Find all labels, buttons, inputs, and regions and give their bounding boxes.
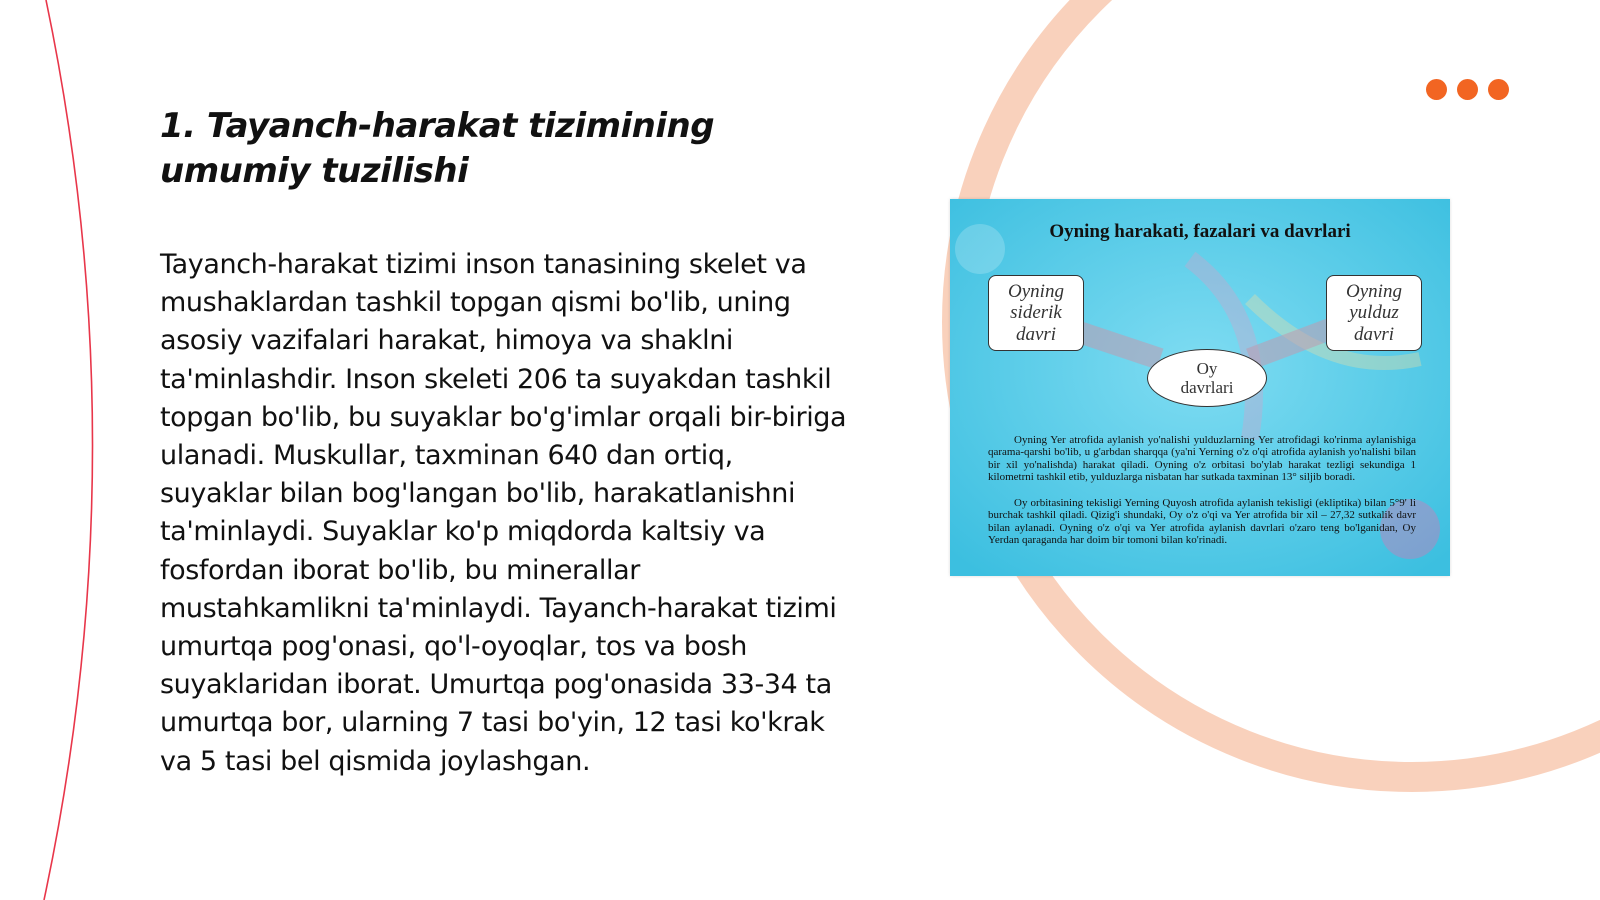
red-arc-line	[44, 0, 93, 900]
body-text: Tayanch-harakat tizimi inson tanasining skelet va mushaklardan tashkil topgan qismi bo'lib, uning asosiy vazifalari harakat, himoya va shaklni ta'minlashdir. Inson skeleti 206 ta suyakdan tashkil topgan bo'lib, bu suyaklar bo'g'imlar orqali bir-biriga ulanadi. Muskullar, taxminan 640 dan ortiq, suyaklar bilan bog'langan bo'lib, harakatlanishni ta'minlaydi. Suyaklar ko'p miqdorda kaltsiy va fosfordan iborat bo'lib, bu minerallar mustahkamlikni ta'minlaydi. Tayanch-harakat tizimi umurtqa pog'onasi, qo'l-oyoqlar, tos va bosh suyaklaridan iborat. Umurtqa pog'onasida 33-34 ta umurtqa bor, ularning 7 tasi bo'yin, 12 tasi ko'krak va 5 tasi bel qismida joylashgan.	[160, 249, 847, 777]
dot-1	[1426, 79, 1447, 100]
box-siderik	[988, 275, 1084, 351]
dot-3	[1488, 79, 1509, 100]
box-yulduz-label: Oyning yulduz davri	[1346, 280, 1402, 345]
slide-title: Oyning harakati, fazalari va davrlari	[1049, 221, 1351, 242]
embedded-slide-image	[950, 199, 1450, 576]
dot-2	[1457, 79, 1478, 100]
slide-paragraph-1: Oyning Yer atrofida aylanish yo'nalishi yulduzlarning Yer atrofidagi ko'rinma aylanishiga qarama-qarshi bo'lib, u g'arbdan sharqqa (ya'ni Yerning o'z o'qi atrofida aylanish yo'nalishi bilan bir xil yo'nalishda) harakat qiladi. Oyning o'z orbitasi bo'ylab harakat tezligi sekundiga 1 kilometrni tashkil etib, yulduzlarga nisbatan har sutkada taxminan 13° siljib boradi.	[988, 434, 1416, 483]
oval-oy-davrlari	[1147, 349, 1267, 407]
more-dots-icon[interactable]	[1426, 79, 1509, 100]
oval-label: Oy davrlari	[1180, 359, 1234, 397]
box-siderik-label: Oyning siderik davri	[1008, 280, 1064, 345]
page-title: 1. Tayanch-harakat tizimining umumiy tuzilishi	[160, 106, 715, 191]
box-yulduz	[1326, 275, 1422, 351]
slide-paragraph-2: Oy orbitasining tekisligi Yerning Quyosh atrofida aylanish tekisligi (ekliptika) bilan 5°9' li burchak tashkil qiladi. Qizig'i shundaki, Oy o'z o'qi va Yer atrofida bir xil – 27,32 sutkalik davr bilan aylanadi. Oyning o'z o'qi va Yer atrofida aylanish davrlari o'zaro teng bo'lganidan, Oy Yerdan qaraganda har doim bir tomoni bilan ko'rinadi.	[988, 497, 1416, 546]
